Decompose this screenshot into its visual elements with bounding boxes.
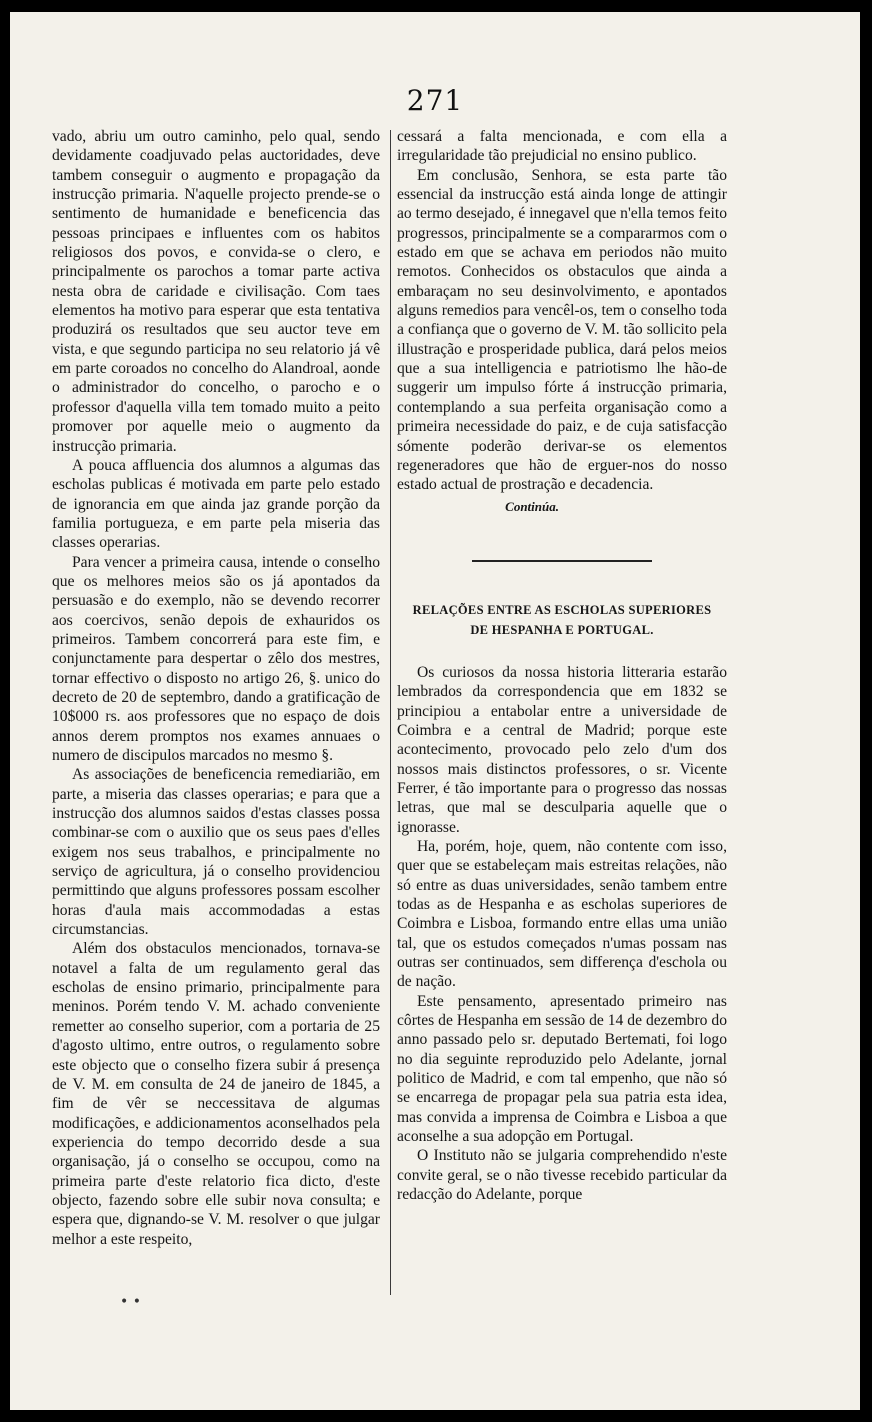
- paragraph: cessará a falta mencionada, e com ella a irregularidade tão prejudicial no ensino publico.: [397, 128, 727, 165]
- paragraph: Para vencer a primeira causa, intende o conselho que os melhores meios são os já apontados da persuasão e do exemplo, não se devendo recorrer aos coercivos, senão depois de exhauridos os primeiros. Tambem concorrerá para este fim, e conjunctamente para despertar o zêlo dos mestres, tornar effectivo o disposto no artigo 26, §. unico do decreto de 20 de septembro, dando a gratificação de 10$000 rs. aos professores que no espaço de dois annos derem promptos nos exames annuaes o numero de discipulos marcados no mesmo §.: [52, 553, 380, 764]
- column-divider: [390, 130, 391, 1295]
- paragraph: Além dos obstaculos mencionados, tornava-se notavel a falta de um regulamento geral das escholas de ensino primario, principalmente para meninos. Porém tendo V. M. achado conveniente remetter ao conselho superior, com a portaria de 25 d'agosto ultimo, entre outros, o regulamento sobre este objecto que o conselho fizera subir á presença de V. M. em consulta de 24 de janeiro de 1845, a fim de vêr se neccessitava de algumas modificações, e addicionamentos aconselhados pela experiencia do tempo decorrido desde a sua organisação, já o conselho se occupou, como na primeira parte d'este relatorio fica dicto, d'este objecto, fazendo sobre elle subir nova consulta; e espera que, dignando-se V. M. resolver o que julgar melhor a este respeito,: [52, 940, 380, 1248]
- paragraph: A pouca affluencia dos alumnos a algumas das escholas publicas é motivada em parte pelo estado de ignorancia em que ainda jaz grande porção da familia portugueza, e em parte pela miseria das classes operarias.: [52, 456, 380, 552]
- paragraph: Em conclusão, Senhora, se esta parte tão essencial da instrucção está ainda longe de attingir ao termo desejado, é innegavel que n'ella temos feito progressos, principalmente se a compararmos com o estado em que se achava em periodos não muito remotos. Conhecidos os obstaculos que ainda a embaraçam no seu desinvolvimento, e apontados alguns remedios para vencêl-os, tem o conselho toda a confiança que o governo de V. M. tão sollicito pela illustração e prosperidade publica, dará pelos meios que a sua intelligencia e patriotismo lhe hão-de suggerir um impulso fórte á instrucção primaria, contemplando a sua perfeita organisação como a primeira necessidade do paiz, e de cuja satisfacção sómente poderão derivar-se os elementos regeneradores que hão de erguer-nos do nosso estado actual de prostração e decadencia.: [397, 166, 727, 494]
- section-rule: [472, 560, 652, 562]
- paragraph: vado, abriu um outro caminho, pelo qual, sendo devidamente coadjuvado pelas auctoridades, deve tambem conseguir o augmento e propagação da instrucção primaria. N'aquelle projecto prende-se o sentimento de humanidade e beneficencia das pessoas principaes e influentes com os habitos religiosos dos povos, e convida-se o clero, e principalmente os parochos a tomar parte activa nesta obra de caridade e civilisação. Com taes elementos ha motivo para esperar que esta tentativa produzirá os resultados que seu auctor teve em vista, e que segundo participa no seu relatorio já vê em parte coroados no concelho do Alandroal, aonde o administrador do concelho, o parocho e o professor d'aquella villa tem tomado muito a peito promover por aquelle meio o augmento da instrucção primaria.: [52, 128, 380, 455]
- left-column: [52, 127, 380, 1249]
- right-column: [397, 127, 727, 1205]
- article-heading: [397, 600, 727, 640]
- heading-line-1: RELAÇÕES ENTRE AS ESCHOLAS SUPERIORES: [412, 602, 712, 617]
- heading-line-2: DE HESPANHA E PORTUGAL.: [470, 622, 654, 637]
- footer-marks: • •: [120, 1294, 141, 1310]
- newspaper-page: [10, 12, 860, 1410]
- paragraph: O Instituto não se julgaria comprehendido n'este convite geral, se o não tivesse recebido particular da redacção do Adelante, porque: [397, 1147, 727, 1204]
- page-number: 271: [406, 84, 464, 117]
- paragraph: Ha, porém, hoje, quem, não contente com isso, quer que se estabeleçam mais estreitas relações, não só entre as duas universidades, senão tambem entre todas as de Hespanha e as escholas superiores de Coimbra e Lisboa, formando entre ellas uma união tal, que os estudos começados n'umas possam nas outras ser continuados, sem differença d'eschola ou de nação.: [397, 837, 727, 991]
- paragraph: Os curiosos da nossa historia litteraria estarão lembrados da correspondencia que em 1832 se principiou a entabolar entre a universidade de Coimbra e a central de Madrid; porque este acontecimento, provocado pelo zelo d'um dos nossos mais distinctos professores, o sr. Vicente Ferrer, é tão importante para o progresso das nossas letras, que mal se desculparia aquelle que o ignorasse.: [397, 663, 727, 836]
- paragraph: As associações de beneficencia remediarião, em parte, a miseria das classes operarias; e para que a instrucção dos alumnos saidos d'estas classes possa combinar-se com o auxilio que os seus paes d'elles exigem nos seus trabalhos, e principalmente no serviço de agricultura, já o conselho providenciou permittindo que alguns professores possam escolher horas d'aula mais accommodadas a estas circumstancias.: [52, 766, 380, 939]
- continua-label: Continúa.: [505, 498, 559, 514]
- paragraph: Este pensamento, apresentado primeiro nas côrtes de Hespanha em sessão de 14 de dezembro do anno passado pelo sr. deputado Bertemati, foi logo no dia seguinte reproduzido pelo Adelante, jornal politico de Madrid, e com tal empenho, que não só se encarrega de propagar pela sua patria esta idea, mas convida a imprensa de Coimbra e Lisboa a que aconselhe a sua adopção em Portugal.: [397, 992, 727, 1146]
